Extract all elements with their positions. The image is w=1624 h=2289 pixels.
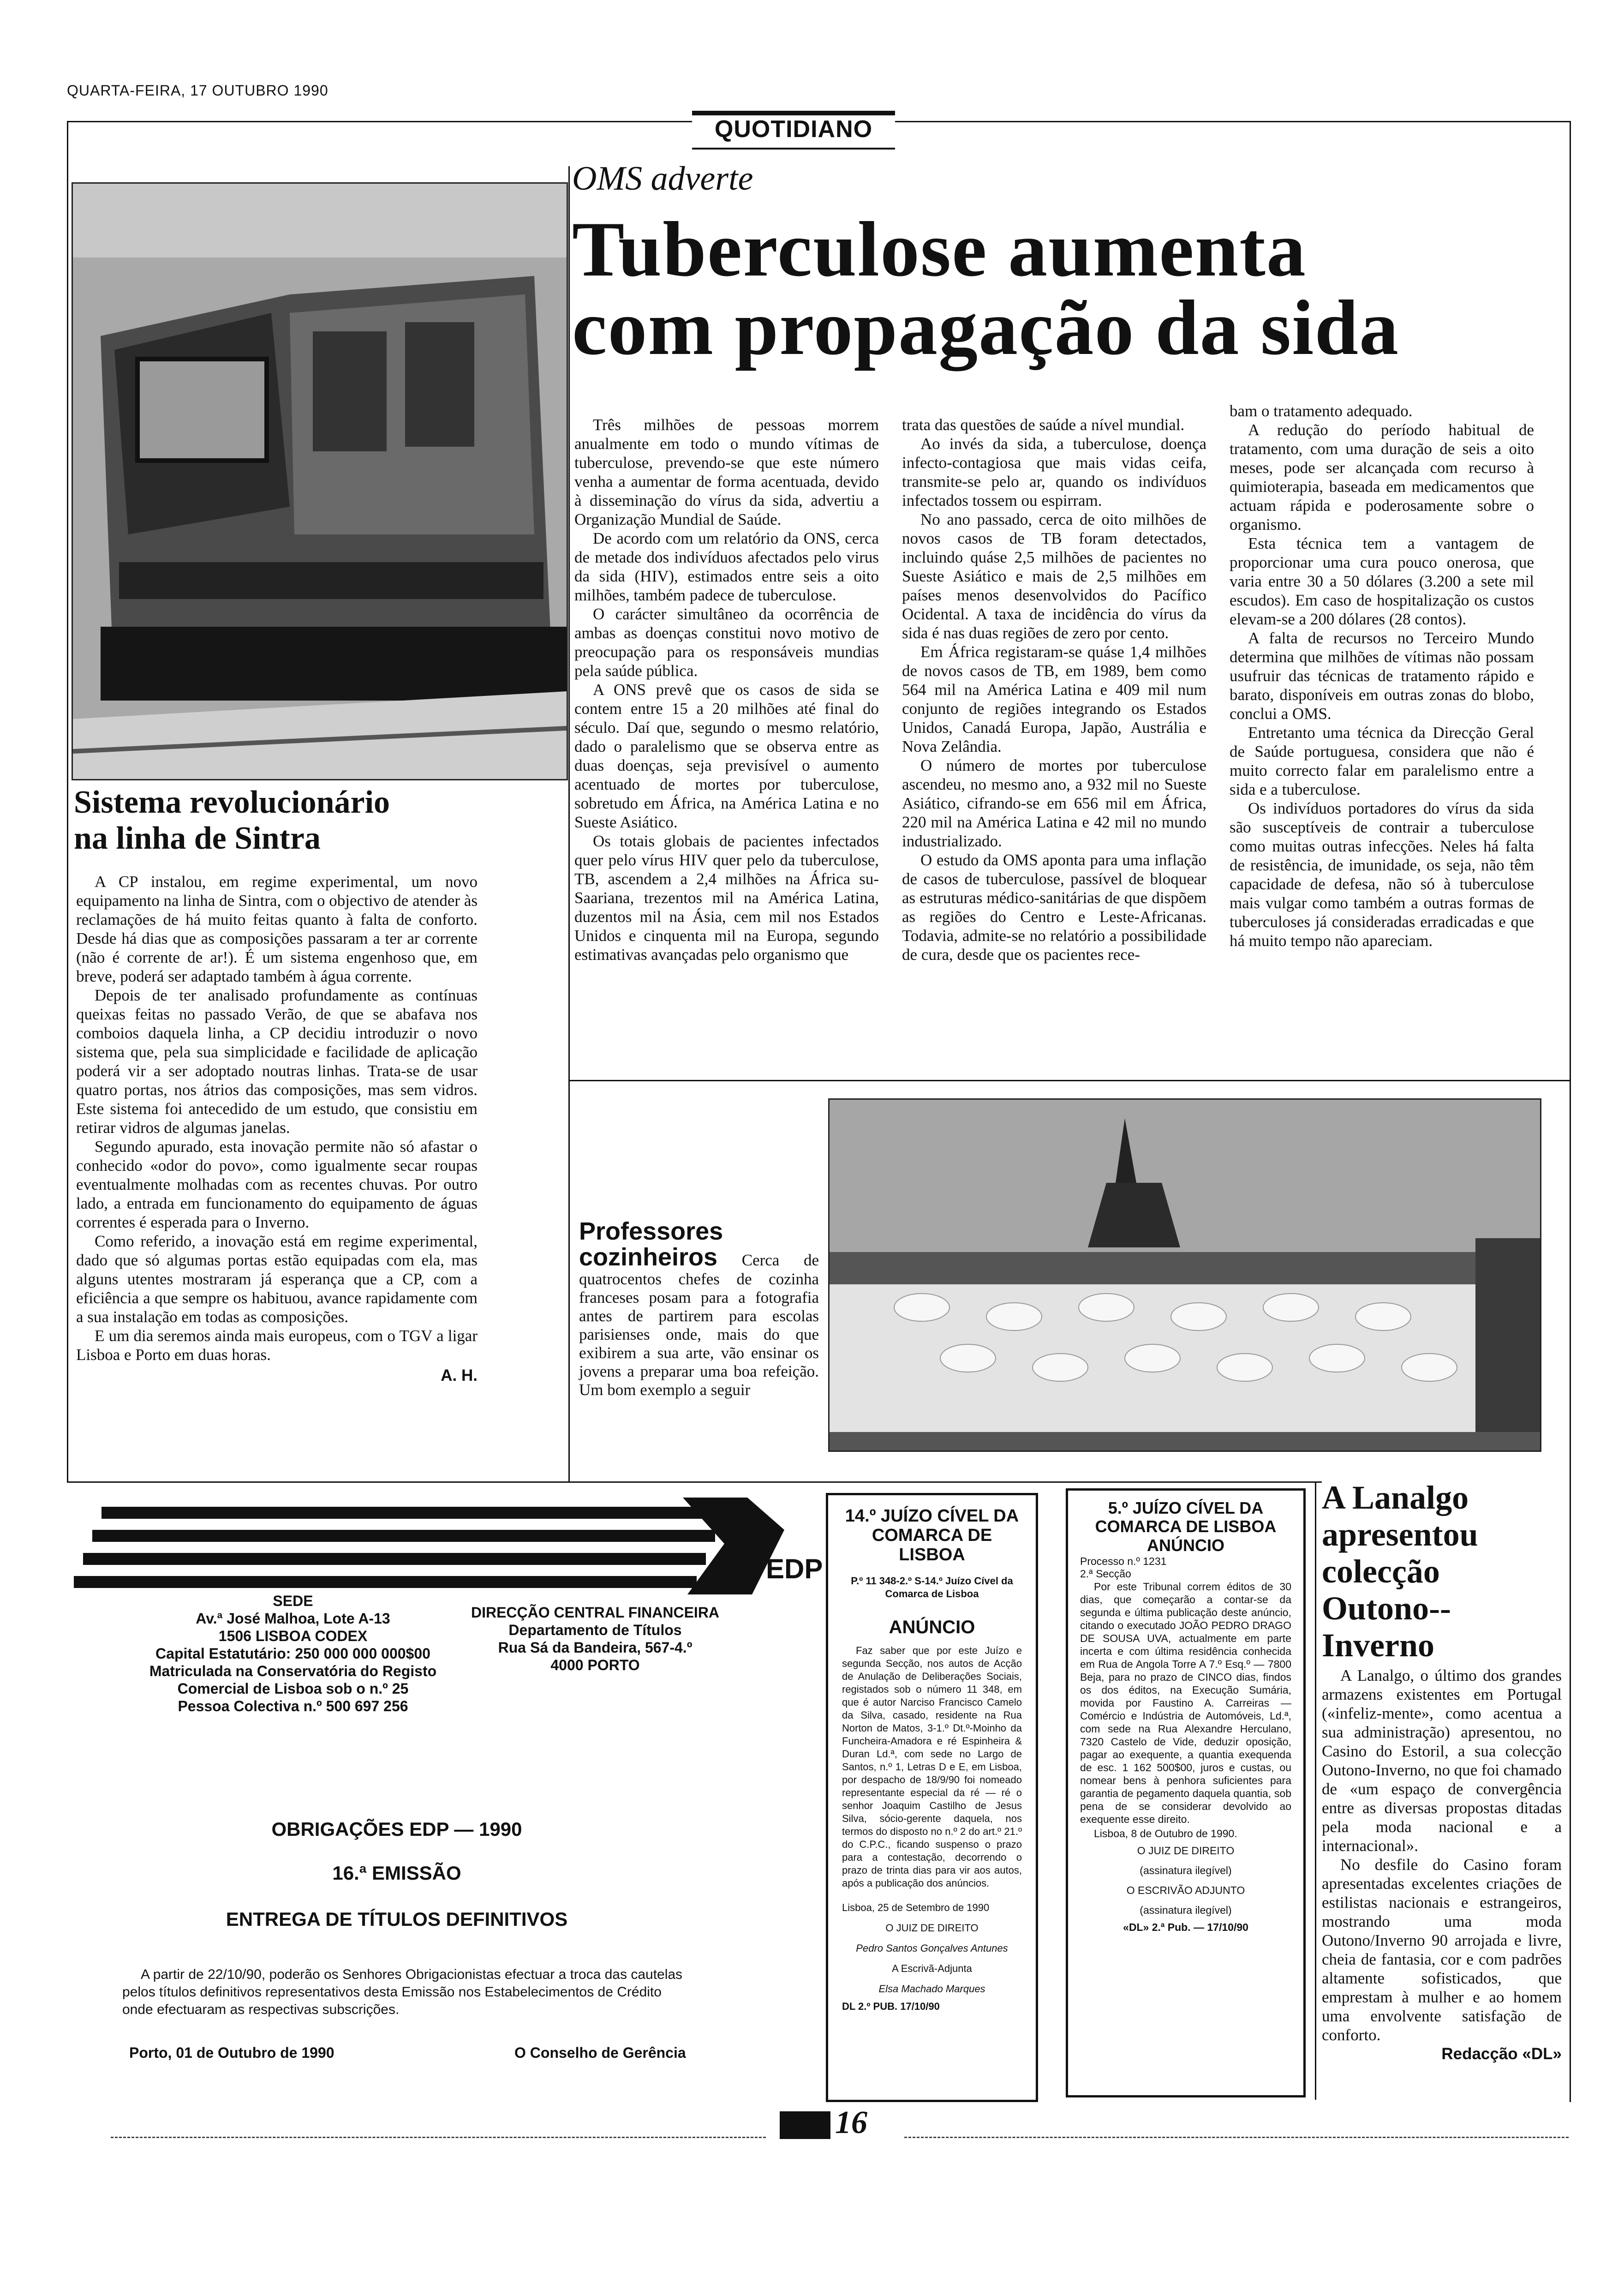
- cooks-text: Cerca de quatrocentos chefes de cozinha franceses posam para a fotografia antes de partirem para escolas parisienses onde, mais do que exibirem a sua arte, vão ensinar os jovens a preparar uma boa refeição. Um bom exemplo a seguir: [579, 1251, 819, 1399]
- court14-anuncio: ANÚNCIO: [889, 1617, 975, 1637]
- edp-body: A partir de 22/10/90, poderão os Senhores Obrigacionistas efectuar a troca das cautelas pelos títulos definitivos representativos desta Emissão nos Estabelecimentos de Crédito onde efectuaram as respectivas subscrições.: [122, 1967, 683, 2017]
- paragraph: Entretanto uma técnica da Direcção Geral de Saúde portuguesa, considera que não é muito correcto falar em paralelismo entre a sida e a tuberculose.: [1230, 724, 1534, 798]
- court-notice-5: [1066, 1488, 1306, 2097]
- sintra-author: A. H.: [441, 1366, 478, 1384]
- paragraph: A CP instalou, em regime experimental, um novo equipamento na linha de Sintra, com o objectivo de atender às reclamações de há muito feitas quanto à falta de conforto. Desde há dias que as composições passaram a ter ar corrente (não é corrente de ar!). É um sistema engenhoso que, em breve, poderá ser adaptado também à água corrente.: [76, 873, 478, 985]
- court5-pub: «DL» 2.ª Pub. — 17/10/90: [1123, 1921, 1248, 1933]
- edp-sede-line: Capital Estatutário: 250 000 000 000$00: [155, 1645, 430, 1662]
- paragraph: E um dia seremos ainda mais europeus, com o TGV a ligar Lisboa e Porto em duas horas.: [76, 1327, 478, 1364]
- edp-sede: [143, 1592, 443, 1715]
- edp-dcf-line: 4000 PORTO: [550, 1657, 640, 1673]
- edp-sede-line: Pessoa Colectiva n.º 500 697 256: [178, 1698, 408, 1714]
- paragraph: Em África registaram-se quáse 1,4 milhões de novos casos de TB, em 1989, bem como 564 mil na América Latina e 409 mil num conjunto de regiões integrando os Estados Unidos, Canadá Europa, Japão, Austrália e Nova Zelândia.: [902, 643, 1206, 755]
- headline-line-2: com propagação da sida: [572, 284, 1399, 371]
- frame-right-rule: [1570, 121, 1571, 1482]
- sintra-headline-line-2: na linha de Sintra: [74, 821, 321, 856]
- edp-title-3: ENTREGA DE TÍTULOS DEFINITIVOS: [226, 1908, 568, 1930]
- paragraph: A falta de recursos no Terceiro Mundo determina que milhões de vítimas não possam usufruir das técnicas de tratamento rápido e barato, disponíveis em outras zonas do blobo, conclui a OMS.: [1230, 629, 1534, 723]
- lanalgo-frame-left: [1315, 1481, 1316, 2100]
- sintra-body: [76, 872, 478, 1385]
- paragraph: No desfile do Casino foram apresentadas excelentes criações de estilistas nacionais e estrangeiros, mostrando uma moda Outono/Inverno 90 arrojada e livre, cheia de fantasia, cor e com padrões altamente sofisticados, que emprestam à mulher e ao homem uma envolvente satisfação de conforto.: [1322, 1856, 1562, 2044]
- section-divider: [568, 1080, 1570, 1081]
- court14-title: 14.º JUÍZO CÍVEL DA COMARCA DE LISBOA: [845, 1506, 1019, 1564]
- headline: [572, 206, 1399, 371]
- court5-judge-label: O JUIZ DE DIREITO: [1137, 1845, 1235, 1857]
- edp-sede-label: SEDE: [273, 1593, 313, 1609]
- section-divider-bottom: [67, 1481, 1322, 1483]
- edp-dcf-line: Departamento de Títulos: [508, 1622, 682, 1638]
- paragraph: bam o tratamento adequado.: [1230, 402, 1413, 420]
- footer-dash-line: [904, 2137, 1569, 2138]
- train-illustration: [73, 184, 567, 779]
- court5-date: Lisboa, 8 de Outubro de 1990.: [1094, 1828, 1237, 1840]
- paragraph: Ao invés da sida, a tuberculose, doença infecto-contagiosa que mais vidas ceifa, transmite-se pelo ar, quando os indivíduos infectados tossem ou espirram.: [902, 435, 1206, 509]
- paragraph: A Lanalgo, o último dos grandes armazens existentes em Portugal («infeliz-mente», como acentua a sua administração) apresentou, no Casino do Estoril, a sua colecção Outono-Inverno, no que foi chamado de «um espaço de convergência entre as diversas propostas ditadas pela moda nacional e a internacional».: [1322, 1666, 1562, 1855]
- paragraph: O carácter simultâneo da ocorrência de ambas as doenças constitui novo motivo de preocupação para os responsáveis mundias pela saúde pública.: [574, 605, 879, 680]
- lanalgo-headline: A Lanalgo apresentou colecção Outono--Inverno: [1322, 1479, 1478, 1664]
- paragraph: A ONS prevê que os casos de sida se contem entre 15 a 20 milhões até final do século. Daí que, segundo o mesmo relatório, dado o paralelismo que se observa entre as duas doenças, seja previsível o aumento acentuado de mortes por tuberculose, sobretudo em África, na América Latina e no Sueste Asiático.: [574, 681, 879, 831]
- train-photo: [72, 182, 568, 780]
- court5-anuncio: ANÚNCIO: [1147, 1536, 1224, 1555]
- cooks-photo: [828, 1098, 1541, 1452]
- court14-ref: P.º 11 348-2.º S-14.º Juízo Cível da Comarca de Lisboa: [851, 1575, 1013, 1600]
- edp-sede-line: Av.ª José Malhoa, Lote A-13: [196, 1610, 390, 1627]
- page-number: 16: [835, 2105, 867, 2140]
- cooks-title: Professores cozinheiros: [579, 1217, 723, 1271]
- paragraph: No ano passado, cerca de oito milhões de novos casos de TB foram detectados, incluindo quáse 2,5 milhões de pacientes no Sueste Asiático e mais de 2,5 milhões em países menos desenvolvidos do Pacífico Ocidental. A taxa de incidência do vírus da sida é nas duas regiões de zero por cento.: [902, 510, 1206, 642]
- paragraph: Segundo apurado, esta inovação permite não só afastar o conhecido «odor do povo», como igualmente secar roupas eventualmente molhadas com as recentes chuvas. Por outro lado, a entrada em funcionamento do equipamento de águas correntes é esperada para o Inverno.: [76, 1138, 478, 1231]
- paragraph: Como referido, a inovação está em regime experimental, dado que só algumas portas estão equipadas com ela, mas alguns utentes mostraram já esperança que a CP, com a eficiência a que sempre os habituou, avance rapidamente com a sua instalação em todas as composições.: [76, 1232, 478, 1326]
- column-divider: [568, 166, 570, 1481]
- edp-dcf-line: Rua Sá da Bandeira, 567-4.º: [498, 1639, 693, 1656]
- paragraph: Depois de ter analisado profundamente as contínuas queixas feitas no passado Verão, de que se abafava nos comboios daquela linha, a CP decidiu introduzir o novo sistema que, pela sua simplicidade e facilidade de aplicação poderá vir a ser adoptado noutras linhas. Trata-se de usar quatro portas, nos átrios das composições, mas sem vidros. Este sistema foi antecedido de um estudo, que consistiu em retirar vidros de algumas janelas.: [76, 986, 478, 1137]
- court5-clerk-label: O ESCRIVÃO ADJUNTO: [1126, 1884, 1245, 1896]
- lanalgo-frame-right: [1570, 1474, 1571, 2102]
- paragraph: Esta técnica tem a vantagem de proporcionar uma cura pouco onerosa, que varia entre 30 a 50 dólares (3.200 a sete mil escudos). Em caso de hospitalização os custos elevam-se a 200 dólares (28 contos).: [1230, 534, 1534, 628]
- frame-left-rule: [67, 121, 68, 1482]
- main-col-3: [1230, 401, 1534, 950]
- main-col-2: [902, 415, 1206, 964]
- court5-sig-1: (assinatura ilegível): [1140, 1864, 1232, 1876]
- paragraph: O estudo da OMS aponta para uma inflação de casos de tuberculose, passível de bloquear as estruturas médico-sanitárias de que dispõem as regiões do Centro e Leste-Africanas. Todavia, admite-se no relatório a possibilidade de cura, desde que os pacientes rece-: [902, 851, 1206, 964]
- sintra-headline: [74, 785, 390, 857]
- paragraph: O número de mortes por tuberculose ascendeu, no mesmo ano, a 932 mil no Sueste Asiático, cifrando-se em 656 mil em África, 220 mil na América Latina e 42 mil no mundo industrializado.: [902, 756, 1206, 850]
- court5-seccao: 2.ª Secção: [1080, 1568, 1131, 1580]
- page-date: QUARTA-FEIRA, 17 OUTUBRO 1990: [67, 82, 328, 99]
- paragraph: De acordo com um relatório da ONS, cerca de metade dos indivíduos afectados pelo virus da sida (HIV), estimados entre seis a oito milhões, também padece de tuberculose.: [574, 529, 879, 604]
- cooks-illustration: [830, 1100, 1540, 1450]
- section-tag: [692, 111, 895, 150]
- court14-date: Lisboa, 25 de Setembro de 1990: [842, 1902, 990, 1913]
- cooks-caption: [579, 1218, 819, 1399]
- paragraph: trata das questões de saúde a nível mundial.: [902, 416, 1185, 434]
- court14-body: Faz saber que por este Juízo e segunda Secção, nos autos de Acção de Anulação de Deliberações Sociais, registados sob o número 11 348, em que é autor Narciso Francisco Camelo da Silva, casado, residente na Rua Norton de Matos, 3-1.º Dt.º-Moinho da Funcheira-Amadora e ré Espinheira & Duran Ld.ª, com sede no Largo de Santos, n.º 1, Letras D e E, em Lisboa, por despacho de 18/9/90 foi nomeado representante especial da ré — ré o senhor Joaquim Castilho de Jesus Silva, sócio-gerente daquela, nos termos do disposto no n.º 2 do art.º 21.º do C.P.C., ficando suspenso o prazo para a contestação, decorrendo o prazo de trinta dias para vir aos autos, após a publicação dos anúncios.: [842, 1645, 1022, 1889]
- paragraph: Os indivíduos portadores do vírus da sida são susceptíveis de contrair a tuberculose como muitas outras infecções. Neles há falta de resistência, de imunidade, os seja, não têm capacidade de defesa, não só à tuberculose mais vulgar como também a outras formas de tuberculoses já consideradas erradicadas e que há muito tempo não apareciam.: [1230, 799, 1534, 950]
- court14-clerk: Elsa Machado Marques: [878, 1983, 985, 1995]
- main-col-1: [574, 415, 879, 964]
- court5-processo: Processo n.º 1231: [1080, 1555, 1167, 1567]
- edp-ad: [74, 1488, 821, 2097]
- edp-sede-line: 1506 LISBOA CODEX: [218, 1628, 368, 1644]
- edp-dcf-line: DIRECÇÃO CENTRAL FINANCEIRA: [471, 1604, 720, 1621]
- court14-pub: DL 2.º PUB. 17/10/90: [842, 2001, 940, 2012]
- edp-place-date: Porto, 01 de Outubro de 1990: [129, 2044, 334, 2061]
- lanalgo-credit: Redacção «DL»: [1441, 2045, 1562, 2063]
- paragraph: A redução do período habitual de tratamento, com uma duração de seis a oito meses, pode ser alcançada com recurso à quimioterapia, baseada em medicamentos que actuam rápida e poderosamente sobre o organismo.: [1230, 421, 1534, 533]
- sintra-headline-line-1: Sistema revolucionário: [74, 785, 390, 820]
- edp-title-2: 16.ª EMISSÃO: [332, 1862, 461, 1884]
- court14-judge-label: O JUIZ DE DIREITO: [885, 1922, 979, 1934]
- court14-judge: Pedro Santos Gonçalves Antunes: [856, 1942, 1008, 1954]
- section-label: QUOTIDIANO: [714, 116, 873, 143]
- dl-logo: [780, 2111, 830, 2139]
- edp-signature: O Conselho de Gerência: [514, 2044, 686, 2061]
- paragraph: Três milhões de pessoas morrem anualmente em todo o mundo vítimas de tuberculose, prevendo-se que este número venha a aumentar de forma acentuada, devido à disseminação do vírus da sida, advertiu a Organização Mundial de Saúde.: [574, 416, 879, 528]
- court5-sig-2: (assinatura ilegível): [1140, 1904, 1232, 1916]
- court5-body: Por este Tribunal correm éditos de 30 dias, que começarão a contar-se da segunda e última publicação deste anúncio, citando o executado JOÃO PEDRO DRAGO DE SOUSA UVA, actualmente em parte incerta e com última residência conhecida em Rua de Angola Torre A 7.º Esq.º — 7800 Beja, para no prazo de CINCO dias, findos os dos éditos, na Execução Sumária, movida por Faustino A. Carreiras — Comércio e Indústria de Automóveis, Ld.ª, com sede na Rua Alexandre Herculano, 7320 Castelo de Vide, deduzir oposição, pagar ao exequente, a quantia exequenda de esc. 1 162 500$00, juros e custas, ou nomear bens à penhora suficientes para garantia de pegamento daquela quantia, sob pena de se considerar devolvido ao exequente esse direito.: [1080, 1581, 1291, 1825]
- edp-sede-line: Matriculada na Conservatória do Registo: [149, 1663, 437, 1679]
- paragraph: Os totais globais de pacientes infectados quer pelo vírus HIV quer pelo da tuberculose, TB, ascendem a 2,4 milhões na África su-Saariana, trezentos mil na América Latina, duzentos mil na Ásia, cem mil nos Estados Unidos e cinquenta mil na Europa, segundo estimativas avançadas pelo organismo que: [574, 832, 879, 964]
- court5-title: 5.º JUÍZO CÍVEL DA COMARCA DE LISBOA: [1095, 1498, 1277, 1536]
- edp-dcf: [452, 1604, 738, 1674]
- court-notice-14: [826, 1493, 1038, 2102]
- edp-sede-line: Comercial de Lisboa sob o n.º 25: [177, 1680, 409, 1697]
- court14-clerk-label: A Escrivã-Adjunta: [892, 1963, 972, 1974]
- footer-dash-line: [111, 2137, 766, 2138]
- headline-line-1: Tuberculose aumenta: [572, 206, 1307, 293]
- lanalgo-body: [1322, 1666, 1562, 2063]
- edp-stripes: [74, 1488, 821, 1599]
- edp-title-1: OBRIGAÇÕES EDP — 1990: [271, 1818, 522, 1840]
- article-kicker: OMS adverte: [572, 160, 753, 198]
- edp-logo-text: EDP: [766, 1553, 823, 1584]
